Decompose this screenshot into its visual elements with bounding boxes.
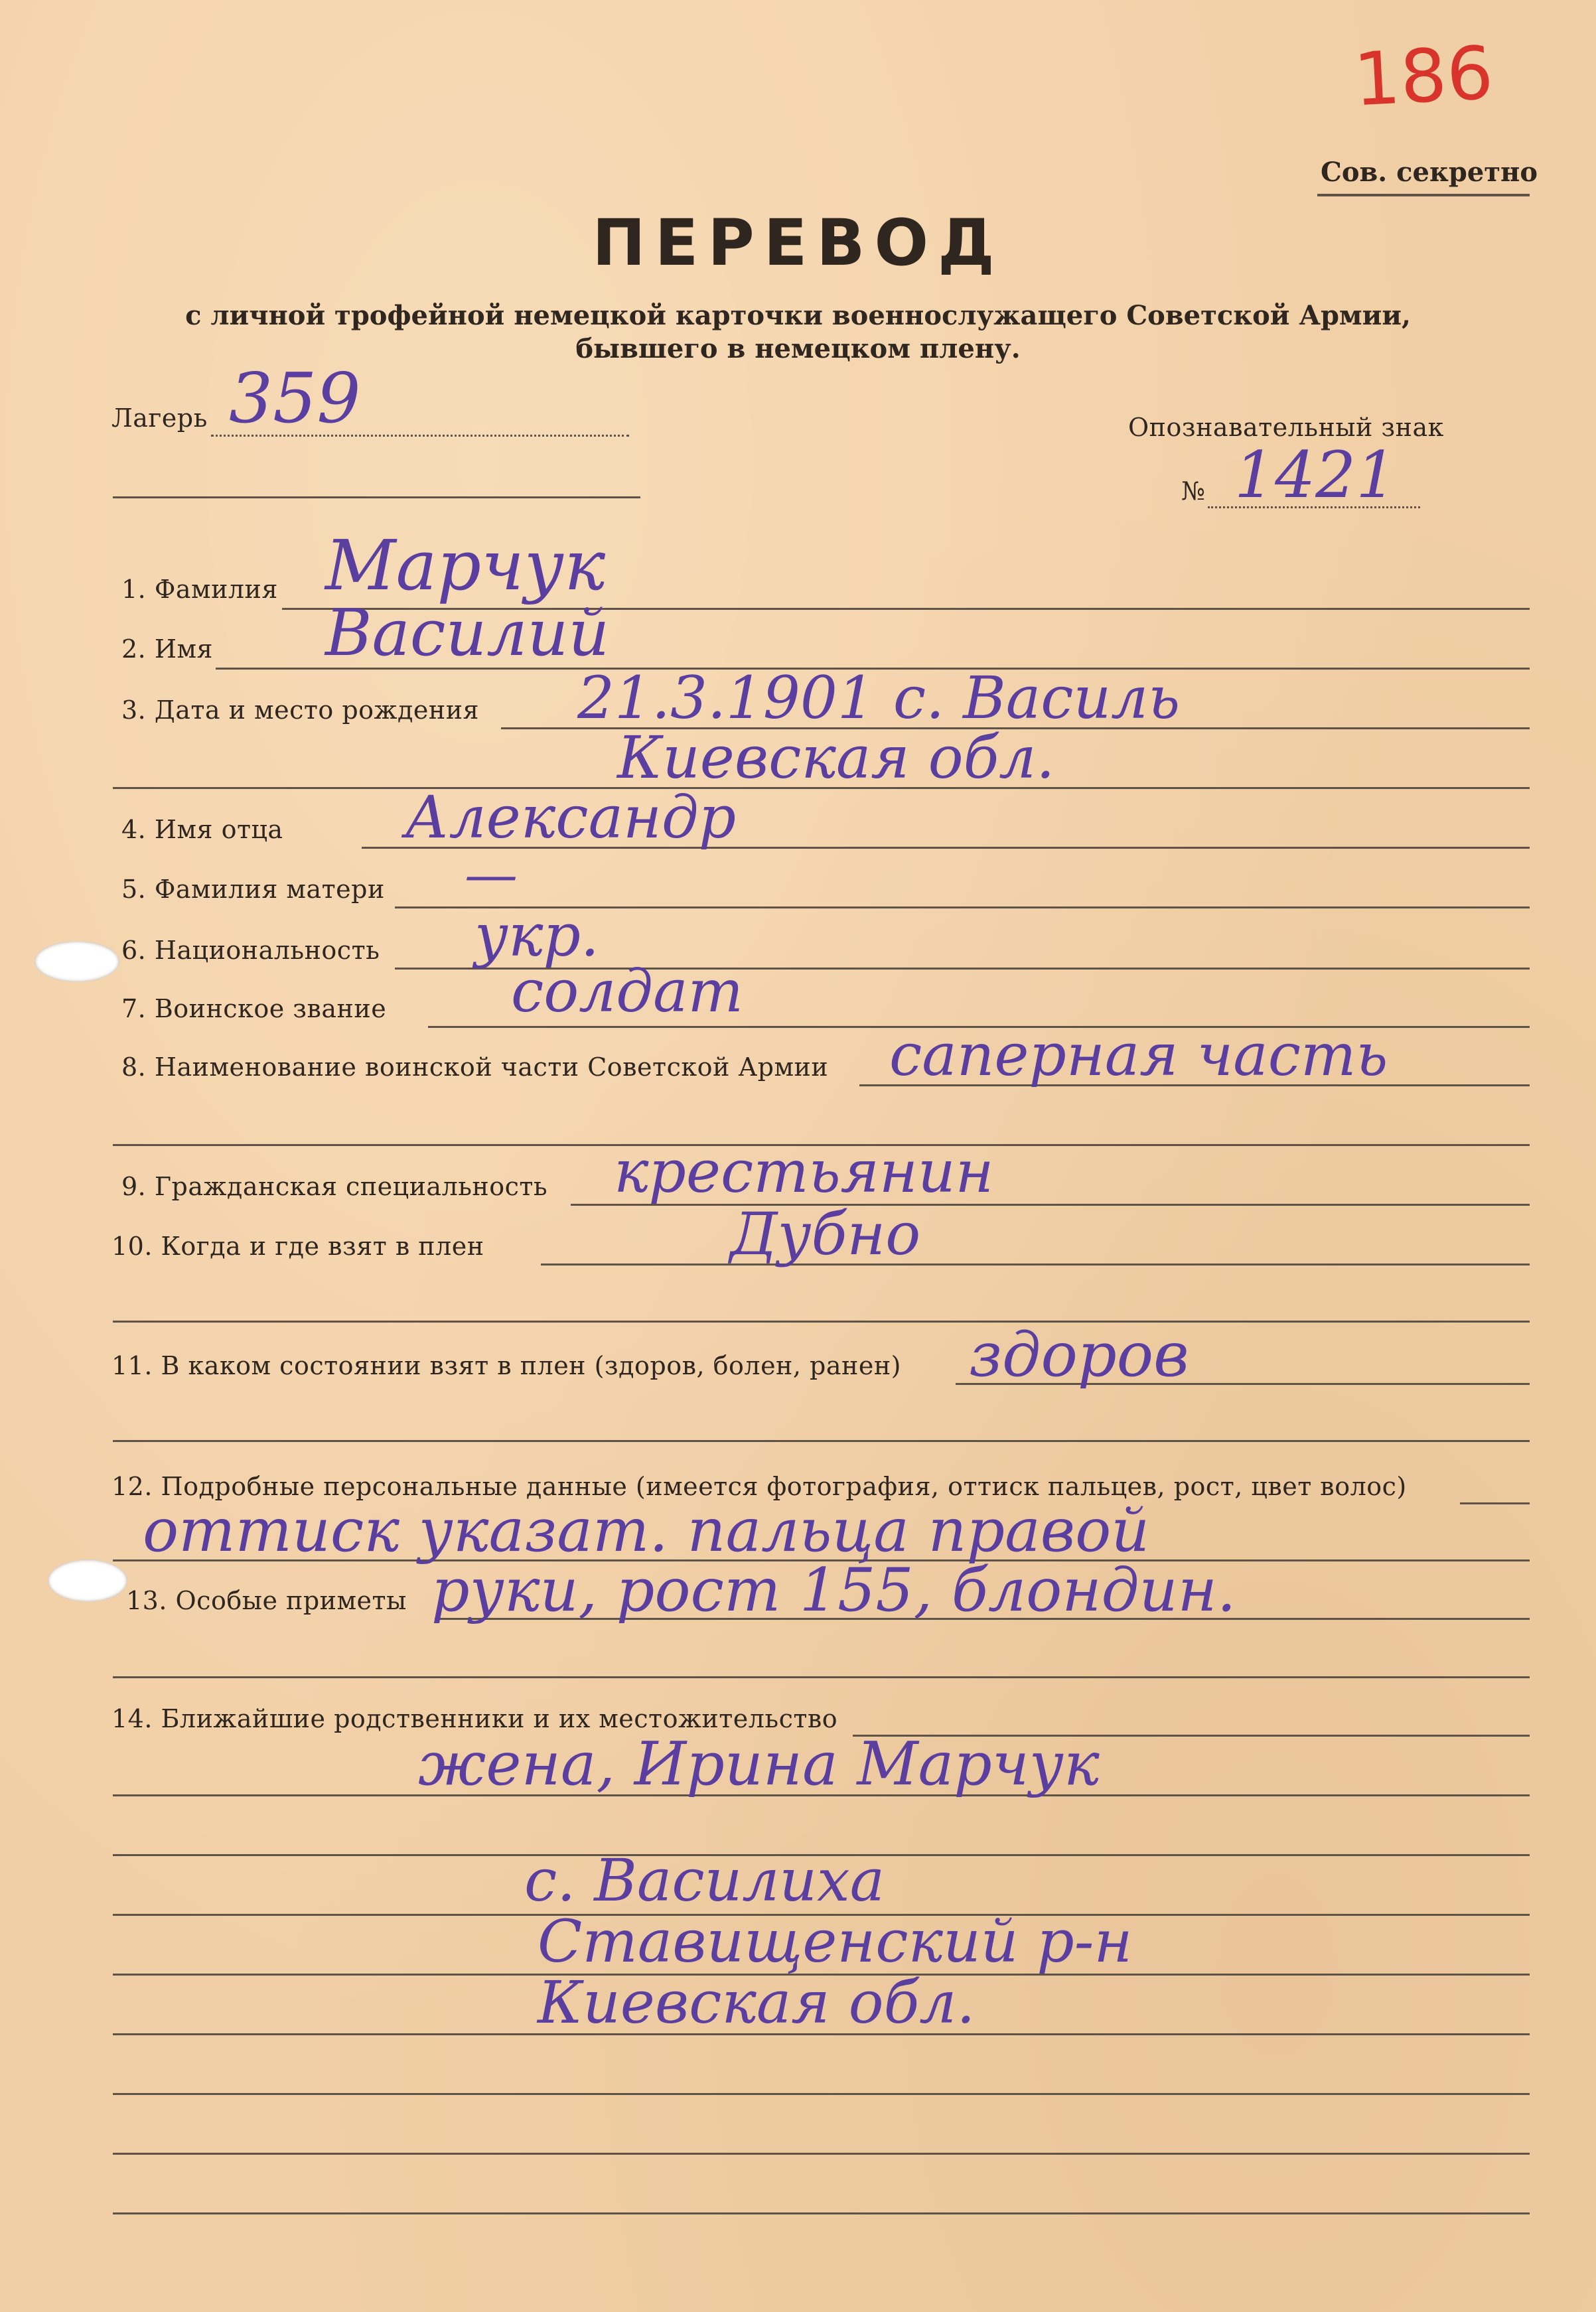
field-4-label: 4. Имя отца [121, 815, 283, 844]
field-9-value: крестьянин [614, 1137, 994, 1206]
field-14-value-line2: с. Василиха [524, 1846, 885, 1915]
field-13-line2 [113, 1676, 1530, 1678]
field-13-value: руки, рост 155, блондин. [431, 1555, 1236, 1625]
document-subtitle-line2: бывшего в немецком плену. [575, 333, 1021, 364]
field-7-label: 7. Воинское звание [121, 994, 387, 1023]
field-1-value: Марчук [325, 525, 606, 606]
field-14-label: 14. Ближайшие родственники и их местожительство [111, 1704, 838, 1733]
punch-hole-lower [48, 1559, 127, 1602]
field-6-label: 6. Национальность [121, 936, 380, 965]
document-subtitle-line1: с личной трофейной немецкой карточки военнослужащего Советской Армии, [185, 300, 1411, 331]
field-7-value: солдат [511, 957, 743, 1025]
field-11-line2 [113, 1440, 1530, 1442]
archive-page-number: 186 [1351, 30, 1496, 123]
field-5-value: — [465, 843, 518, 905]
id-mark-value: 1421 [1234, 438, 1397, 512]
field-4-value: Александр [405, 783, 737, 851]
field-5-label: 5. Фамилия матери [121, 875, 385, 904]
field-14-value-line1: жена, Ирина Марчук [418, 1729, 1100, 1799]
field-10-label: 10. Когда и где взят в плен [111, 1232, 484, 1261]
field-2-value: Василий [325, 596, 610, 670]
field-14-value-line4: Киевская обл. [538, 1968, 976, 2037]
field-12-label: 12. Подробные персональные данные (имеется фотография, оттиск пальцев, рост, цвет волос) [111, 1472, 1407, 1501]
camp-extra-line [113, 496, 640, 498]
field-12-value: оттиск указат. пальца правой [143, 1496, 1150, 1565]
field-12-line [1460, 1502, 1530, 1504]
id-mark-label: Опознавательный знак [1128, 413, 1444, 442]
field-3-value: 21.3.1901 с. Василь [577, 664, 1181, 732]
punch-hole-upper [35, 941, 119, 982]
field-14-value-line3: Ставищенский р-н [538, 1907, 1133, 1976]
field-2-label: 2. Имя [121, 634, 214, 664]
classification-underline [1317, 194, 1530, 196]
field-3-value2: Киевская обл. [617, 723, 1055, 792]
field-6-value: укр. [474, 901, 599, 970]
field-13-label: 13. Особые приметы [126, 1586, 407, 1615]
field-14-line9 [113, 2212, 1530, 2214]
document-title: ПЕРЕВОД [592, 206, 1004, 280]
camp-label: Лагерь [111, 403, 208, 433]
field-10-value: Дубно [730, 1200, 921, 1268]
field-10-line2 [113, 1321, 1530, 1323]
field-1-label: 1. Фамилия [121, 575, 278, 604]
id-mark-no-label: № [1181, 476, 1206, 506]
field-14-line7 [113, 2093, 1530, 2095]
field-8-value: саперная часть [889, 1021, 1388, 1089]
camp-value: 359 [229, 358, 361, 439]
field-14-line8 [113, 2153, 1530, 2155]
field-3-label: 3. Дата и место рождения [121, 695, 480, 725]
field-10-line [541, 1264, 1530, 1265]
field-11-label: 11. В каком состоянии взят в плен (здоров, болен, ранен) [111, 1351, 901, 1380]
field-11-value: здоров [969, 1319, 1189, 1390]
classification-label: Сов. секретно [1321, 157, 1538, 188]
field-9-label: 9. Гражданская специальность [121, 1172, 548, 1201]
field-8-label: 8. Наименование воинской части Советской Армии [121, 1052, 829, 1082]
